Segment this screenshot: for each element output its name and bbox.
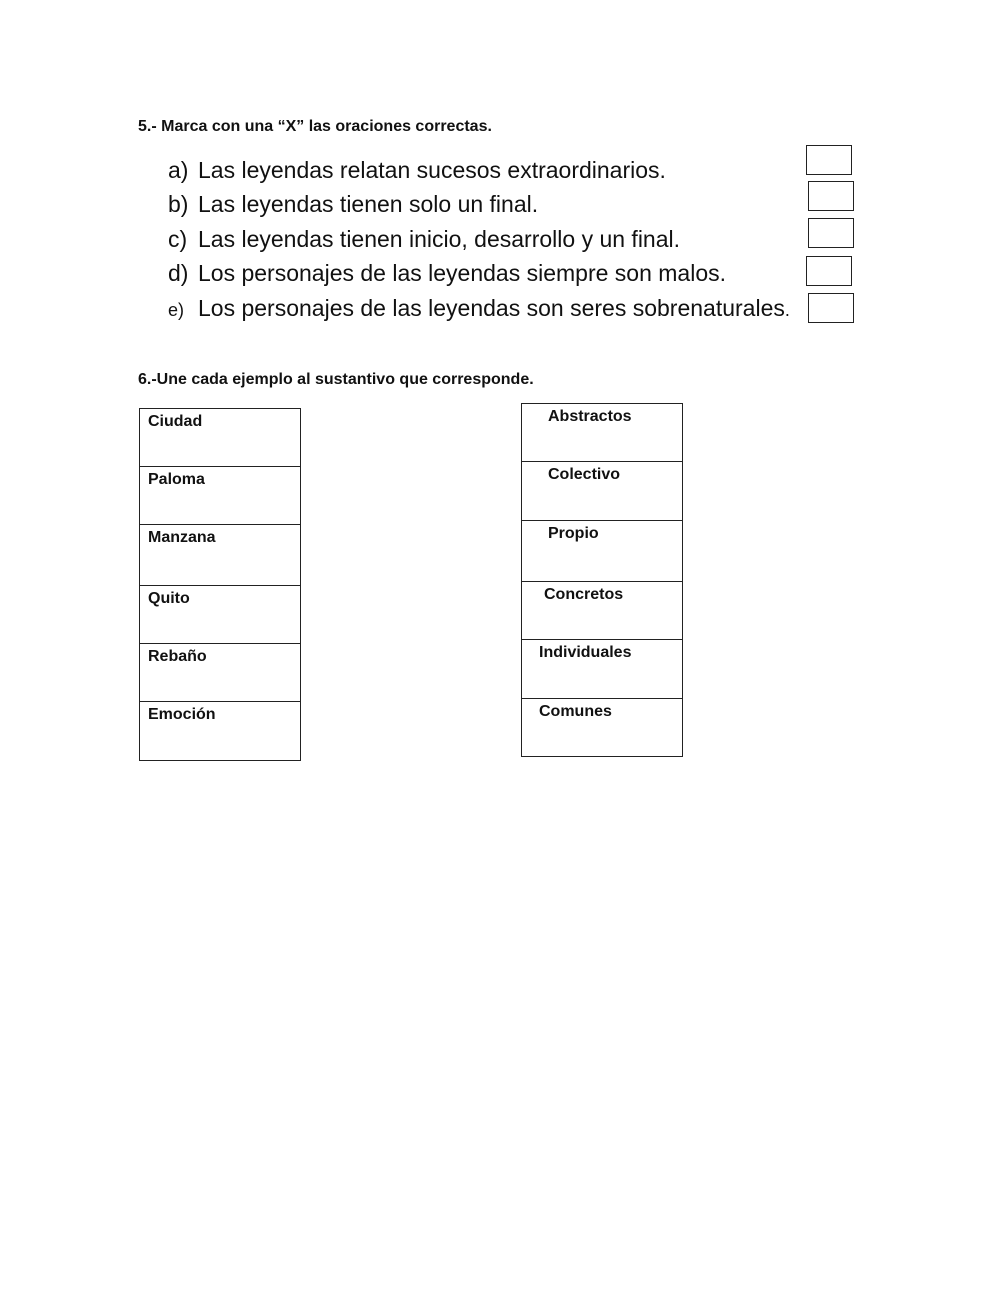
statement-c xyxy=(168,224,680,254)
noun-types-column xyxy=(521,403,683,757)
statement-letter: b) xyxy=(168,191,189,217)
exercise-6-title: 6.-Une cada ejemplo al sustantivo que corresponde. xyxy=(138,371,534,388)
checkbox-b[interactable] xyxy=(808,181,854,211)
statement-d xyxy=(168,258,726,288)
exercise-5-title: 5.- Marca con una “X” las oraciones correctas. xyxy=(138,118,492,135)
statement-b xyxy=(168,189,538,219)
statement-text: Los personajes de las leyendas siempre son malos. xyxy=(198,260,727,286)
checkbox-a[interactable] xyxy=(806,145,852,175)
statement-text: Las leyendas tienen solo un final. xyxy=(198,191,539,217)
statement-letter: a) xyxy=(168,157,189,183)
example-item[interactable]: Emoción xyxy=(148,706,216,723)
example-item[interactable]: Manzana xyxy=(140,525,300,586)
statement-text: Los personajes de las leyendas son seres sobrenaturales xyxy=(198,295,785,321)
noun-type-item[interactable]: Comunes xyxy=(539,703,612,720)
noun-type-item[interactable]: Abstractos xyxy=(522,404,682,462)
noun-type-item[interactable]: Concretos xyxy=(522,582,682,640)
noun-type-item[interactable]: Colectivo xyxy=(522,462,682,521)
statement-text: Las leyendas relatan sucesos extraordinarios. xyxy=(198,157,666,183)
example-item[interactable]: Rebaño xyxy=(140,644,300,702)
examples-column xyxy=(139,408,301,761)
statement-a xyxy=(168,155,666,185)
statement-e xyxy=(168,293,790,325)
noun-type-item[interactable]: Individuales xyxy=(522,640,682,699)
example-item[interactable]: Ciudad xyxy=(140,409,300,467)
example-item[interactable]: Paloma xyxy=(140,467,300,525)
checkbox-c[interactable] xyxy=(808,218,854,248)
checkbox-d[interactable] xyxy=(806,256,852,286)
noun-type-item[interactable]: Propio xyxy=(522,521,682,582)
statement-letter: c) xyxy=(168,226,188,252)
example-item[interactable]: Quito xyxy=(140,586,300,644)
statement-period: . xyxy=(784,300,790,320)
statement-letter: d) xyxy=(168,260,189,286)
checkbox-e[interactable] xyxy=(808,293,854,323)
statement-letter: e) xyxy=(168,300,185,320)
statement-text: Las leyendas tienen inicio, desarrollo y un final. xyxy=(198,226,681,252)
